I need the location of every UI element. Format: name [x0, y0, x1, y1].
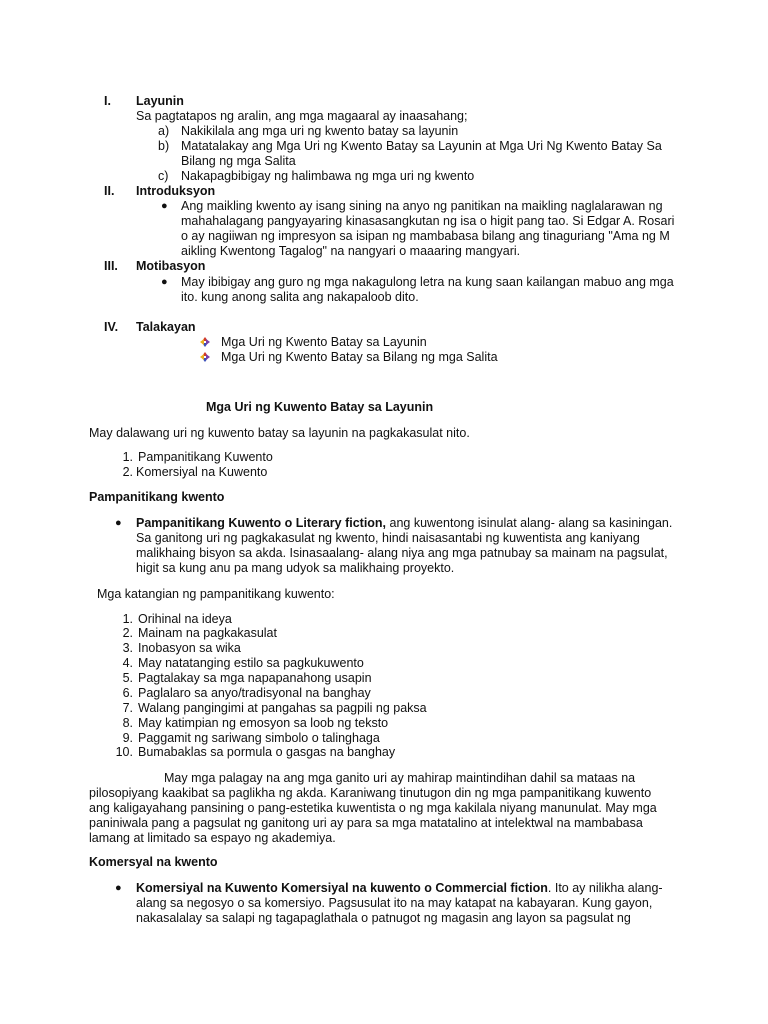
pampanitikan-line: Sa ganitong uri ng pagkakasulat ng kwento, hindi naisasantabi ng kuwentista ang kaniyang: [136, 531, 640, 545]
section-title-introduksyon: Introduksyon: [136, 184, 216, 198]
pampanitikan-line-text: ang kuwentong isinulat alang- alang sa kasiningan.: [386, 516, 673, 530]
list-item: Pampanitikang Kuwento: [138, 450, 273, 464]
komersyal-line-text: . Ito ay nilikha alang-: [547, 881, 663, 895]
section-number-talakayan: IV.: [104, 320, 119, 334]
katangian-item: Inobasyon sa wika: [138, 641, 241, 655]
komersyal-line-first: [136, 881, 663, 896]
subsection-title-komersyal: Komersyal na kwento: [89, 855, 218, 869]
section-number-motibasyon: III.: [104, 259, 118, 273]
paragraph-line: May mga palagay na ang mga ganito uri ay mahirap maintindihan dahil sa mataas na: [164, 771, 636, 785]
bullet-icon: ●: [161, 276, 168, 288]
arrow-bullet-icon: [200, 337, 210, 347]
layunin-item-letter: c): [158, 169, 169, 183]
layunin-item-text: Matatalakay ang Mga Uri ng Kwento Batay sa Layunin at Mga Uri Ng Kwento Batay Sa: [181, 139, 662, 153]
paragraph-line: lamang at limitado sa espayo ng akademiya.: [89, 831, 336, 845]
katangian-item: Pagtalakay sa mga napapanahong usapin: [138, 671, 372, 685]
main-heading: Mga Uri ng Kuwento Batay sa Layunin: [206, 400, 434, 414]
introduksyon-line: o ay nagiiwan ng impresyon sa isipan ng mambabasa bilang ang tinaguriang "Ama ng M: [181, 229, 670, 243]
katangian-number: 1.: [122, 612, 133, 626]
komersyal-line: alang sa negosyo o sa komersiyo. Pagsusulat ito na may katapat na kabayaran. Kung gayon,: [136, 896, 653, 910]
section-title-motibasyon: Motibasyon: [136, 259, 206, 273]
subsection-title-pampanitikan: Pampanitikang kwento: [89, 490, 225, 504]
layunin-item-text-continued: Bilang ng mga Salita: [181, 154, 296, 168]
list-item: Komersiyal na Kuwento: [136, 465, 268, 479]
talakayan-item: Mga Uri ng Kwento Batay sa Bilang ng mga Salita: [221, 350, 498, 364]
bullet-icon: ●: [115, 882, 122, 894]
layunin-item-text: Nakapagbibigay ng halimbawa ng mga uri ng kwento: [181, 169, 475, 183]
bullet-icon: ●: [115, 517, 122, 529]
katangian-item: Mainam na pagkakasulat: [138, 626, 277, 640]
pampanitikan-line-first: [136, 516, 672, 531]
katangian-item: May natatanging estilo sa pagkukuwento: [138, 656, 364, 670]
pampanitikan-bold-lead: Pampanitikang Kuwento o Literary fiction,: [136, 516, 387, 530]
katangian-number: 2.: [122, 626, 133, 640]
pampanitikan-line: malikhaing bisyon sa akda. Isinasaalang- alang niya ang mga patnubay sa mainam na pagsulat,: [136, 546, 668, 560]
layunin-item-letter: b): [158, 139, 170, 153]
katangian-item: Paglalaro sa anyo/tradisyonal na banghay: [138, 686, 371, 700]
katangian-number: 5.: [122, 671, 133, 685]
paragraph-line: pilosopiyang kaakibat sa paglikha ng akda. Karaniwang tinutugon din ng mga pampanitikang kuwento: [89, 786, 652, 800]
list-number: 1.: [122, 450, 133, 464]
komersyal-bold-lead: Komersiyal na Kuwento Komersiyal na kuwento o Commercial fiction: [136, 881, 548, 895]
komersyal-line: nakasalalay sa salapi ng tagapaglathala o patnugot ng magasin ang layon sa pagsulat ng: [136, 911, 631, 925]
katangian-number: 9.: [122, 731, 133, 745]
motibasyon-line: May ibibigay ang guro ng mga nakagulong letra na kung saan kailangan mabuo ang mga: [181, 275, 674, 289]
list-number: 2.: [122, 465, 133, 479]
bullet-icon: ●: [161, 200, 168, 212]
paragraph-line: ang kaligayahang pansining o pang-estetika kuwentista o ng mga kakilala niyang manunulat. May mga: [89, 801, 657, 815]
katangian-item: May katimpian ng emosyon sa loob ng teksto: [138, 716, 389, 730]
katangian-item: Walang pangingimi at pangahas sa pagpili ng paksa: [138, 701, 427, 715]
katangian-number: 8.: [122, 716, 133, 730]
katangian-item: Orihinal na ideya: [138, 612, 232, 626]
section-title-layunin: Layunin: [136, 94, 184, 108]
intro-sentence: May dalawang uri ng kuwento batay sa layunin na pagkakasulat nito.: [89, 426, 470, 440]
katangian-item: Bumabaklas sa pormula o gasgas na banghay: [138, 745, 396, 759]
katangian-item: Paggamit ng sariwang simbolo o talinghaga: [138, 731, 380, 745]
katangian-number: 6.: [122, 686, 133, 700]
katangian-title: Mga katangian ng pampanitikang kuwento:: [97, 587, 335, 601]
katangian-number: 3.: [122, 641, 133, 655]
paragraph-line: paniniwala pang a pagsulat ng ganitong uri ay para sa mga matatalino at intelektwal na mambabasa: [89, 816, 643, 830]
layunin-item-letter: a): [158, 124, 170, 138]
introduksyon-line: mahahalagang pangyayaring kinasasangkutan ng isa o higit pang tao. Si Edgar A. Rosari: [181, 214, 675, 228]
talakayan-item: Mga Uri ng Kwento Batay sa Layunin: [221, 335, 427, 349]
introduksyon-line: Ang maikling kwento ay isang sining na anyo ng panitikan na maikling naglalarawan ng: [181, 199, 663, 213]
section-title-talakayan: Talakayan: [136, 320, 196, 334]
katangian-number: 7.: [122, 701, 133, 715]
motibasyon-line: ito. kung anong salita ang nakapaloob dito.: [181, 290, 419, 304]
katangian-number: 10.: [115, 745, 133, 759]
section-number-layunin: I.: [104, 94, 111, 108]
introduksyon-line: aikling Kwentong Tagalog" na nangyari o maaaring mangyari.: [181, 244, 521, 258]
section-number-introduksyon: II.: [104, 184, 115, 198]
layunin-item-text: Nakikilala ang mga uri ng kwento batay sa layunin: [181, 124, 459, 138]
katangian-number: 4.: [122, 656, 133, 670]
layunin-intro: Sa pagtatapos ng aralin, ang mga magaaral ay inaasahang;: [136, 109, 468, 123]
arrow-bullet-icon: [200, 352, 210, 362]
pampanitikan-line: higit sa kung anu pa mang udyok sa malikhaing proyekto.: [136, 561, 455, 575]
